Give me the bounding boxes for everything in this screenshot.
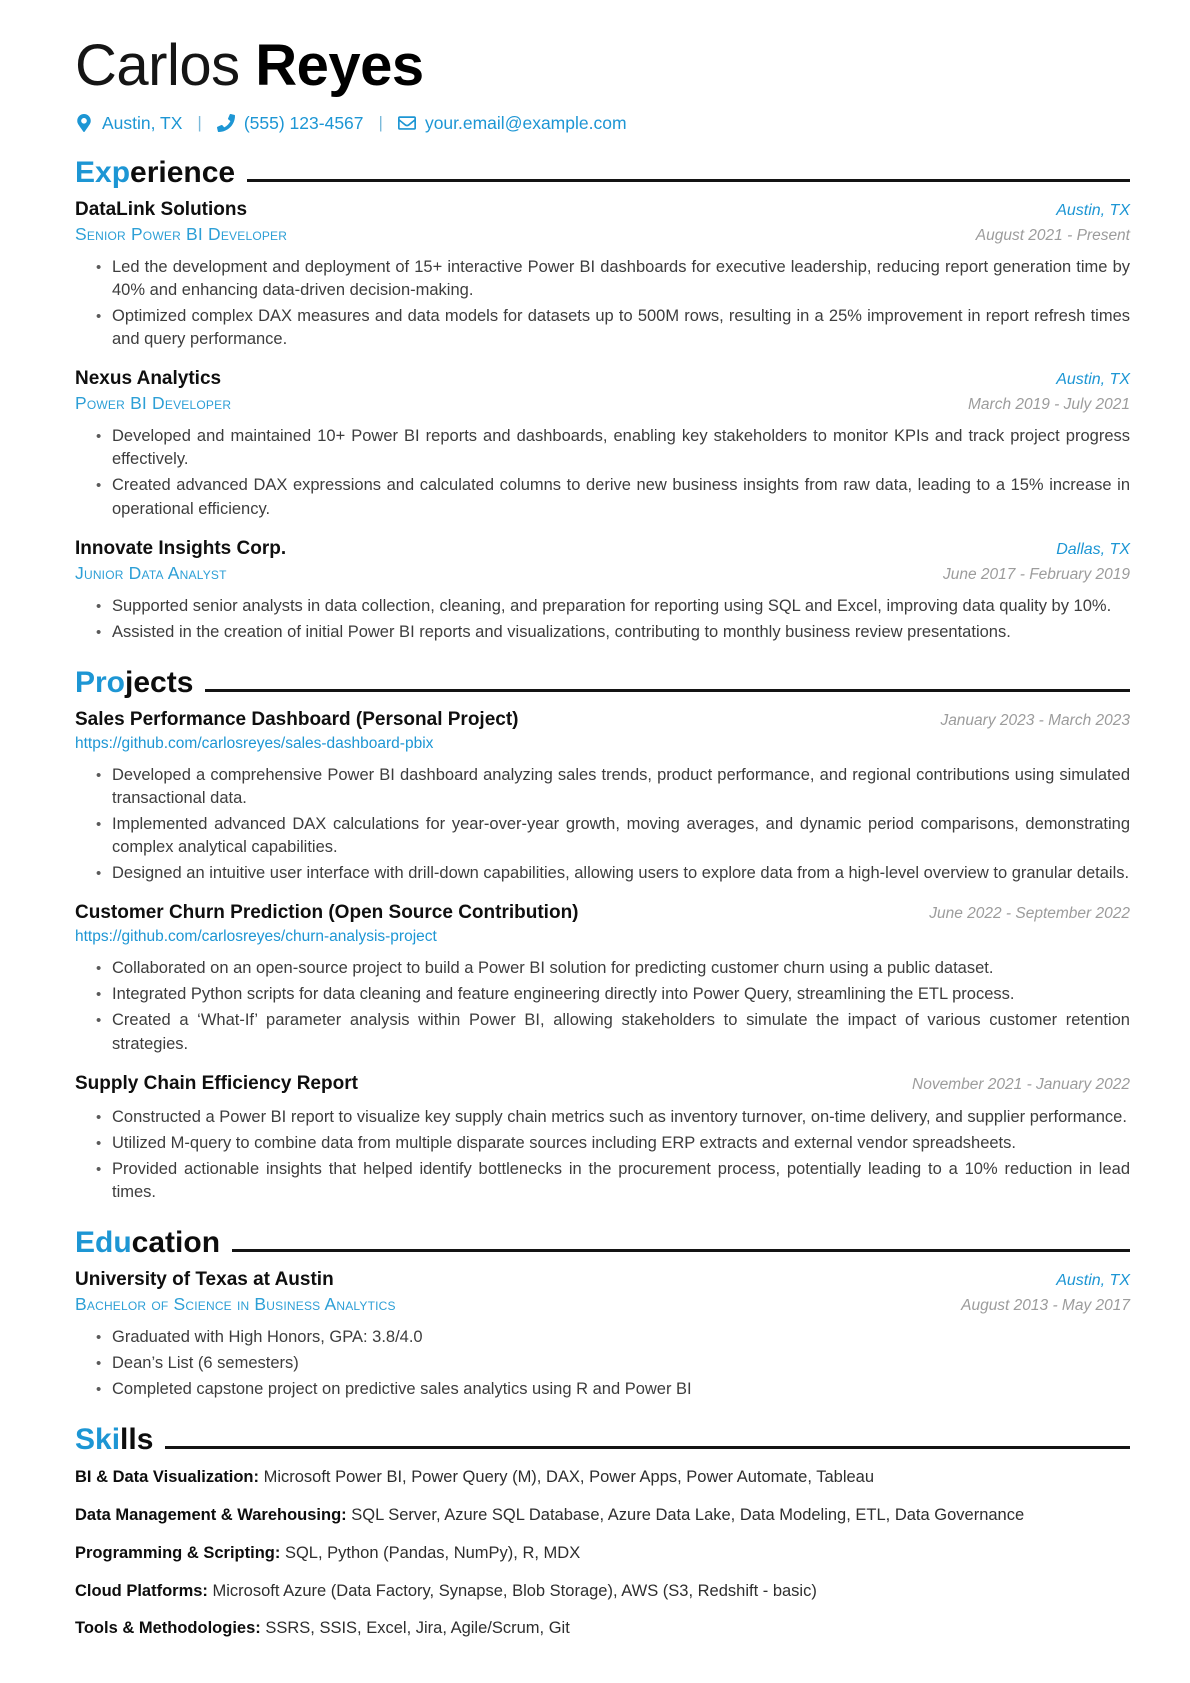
section-rule (165, 1446, 1130, 1449)
skill-line (75, 1466, 1130, 1488)
bullet-item: • Completed capstone project on predictive sales analytics using R and Power BI (75, 1378, 1130, 1401)
education-entry (75, 1269, 1130, 1401)
experience-entry (75, 368, 1130, 520)
contact-email-text: your.email@example.com (424, 112, 627, 133)
project-entry (75, 902, 1130, 1055)
skill-list: SSRS, SSIS, Excel, Jira, Agile/Scrum, Git (265, 1619, 570, 1638)
section-rule (232, 1249, 1130, 1252)
first-name: Carlos (75, 33, 240, 98)
skill-line (75, 1580, 1130, 1602)
section-heading-experience (75, 156, 1130, 189)
contact-separator: | (378, 113, 383, 133)
bullet-item: • Assisted in the creation of initial Power BI reports and visualizations, contributing to monthly business review presentations. (75, 621, 1130, 644)
job-title: Senior Power BI Developer (75, 223, 288, 244)
bullet-item: • Designed an intuitive user interface with drill-down capabilities, allowing users to explore data from a high-level overview to granular details. (75, 862, 1130, 885)
section-heading-highlight: Ski (75, 1423, 121, 1457)
section-heading-rest: jects (125, 665, 194, 699)
contact-phone-text: (555) 123-4567 (243, 112, 364, 133)
bullet-item: • Optimized complex DAX measures and data models for datasets up to 500M rows, resulting in a 25% improvement in report refresh times and query performance. (75, 305, 1130, 351)
section-heading-highlight: Pro (75, 665, 126, 699)
bullet-item: • Developed a comprehensive Power BI dashboard analyzing sales trends, product performance, and regional contributions using simulated transactional data. (75, 764, 1130, 810)
section-rule (247, 179, 1130, 182)
job-dates: March 2019 - July 2021 (968, 396, 1130, 414)
skill-category: Programming & Scripting: (75, 1543, 281, 1562)
bullet-item: • Utilized M-query to combine data from multiple disparate sources including ERP extracts and external vendor spreadsheets. (75, 1132, 1130, 1155)
bullet-item: • Dean’s List (6 semesters) (75, 1352, 1130, 1375)
education-dates: August 2013 - May 2017 (961, 1297, 1130, 1315)
bullet-item: • Led the development and deployment of 15+ interactive Power BI dashboards for executive leadership, reducing report generation time by 40% and enhancing data-driven decision-making. (75, 256, 1130, 302)
skill-list: SQL Server, Azure SQL Database, Azure Data Lake, Data Modeling, ETL, Data Governance (351, 1506, 1025, 1525)
company-name: Innovate Insights Corp. (75, 537, 287, 559)
skill-category: Cloud Platforms: (75, 1581, 208, 1600)
bullet-item: • Implemented advanced DAX calculations for year-over-year growth, moving averages, and dynamic period comparisons, demonstrating complex analytical capabilities. (75, 813, 1130, 859)
skill-list: Microsoft Azure (Data Factory, Synapse, Blob Storage), AWS (S3, Redshift - basic) (212, 1581, 817, 1600)
contact-bar (75, 113, 1130, 134)
location-pin-icon (75, 114, 93, 132)
skill-category: Tools & Methodologies: (75, 1619, 261, 1638)
skill-category: BI & Data Visualization: (75, 1468, 259, 1487)
project-name: Customer Churn Prediction (Open Source Contribution) (75, 902, 579, 924)
phone-icon (217, 114, 235, 132)
section-rule (205, 689, 1130, 692)
bullet-item: • Constructed a Power BI report to visualize key supply chain metrics such as inventory turnover, on-time delivery, and supplier performance. (75, 1106, 1130, 1129)
company-name: Nexus Analytics (75, 368, 222, 390)
project-dates: June 2022 - September 2022 (929, 905, 1130, 923)
section-heading-education (75, 1226, 1130, 1259)
project-entry (75, 709, 1130, 885)
contact-separator: | (197, 113, 202, 133)
skill-list: SQL, Python (Pandas, NumPy), R, MDX (284, 1543, 581, 1562)
contact-location (75, 113, 182, 134)
project-link[interactable]: https://github.com/carlosreyes/churn-analysis-project (75, 928, 437, 946)
company-name: DataLink Solutions (75, 198, 248, 220)
skill-category: Data Management & Warehousing: (75, 1506, 347, 1525)
bullet-item: • Supported senior analysts in data collection, cleaning, and preparation for reporting using SQL and Excel, improving data quality by 10%. (75, 595, 1130, 618)
skill-list: Microsoft Power BI, Power Query (M), DAX, Power Apps, Power Automate, Tableau (263, 1468, 875, 1487)
section-heading-rest: erience (130, 155, 236, 189)
bullet-list (75, 1106, 1130, 1204)
bullet-item: • Collaborated on an open-source project to build a Power BI solution for predicting customer churn using a public dataset. (75, 957, 1130, 980)
bullet-item: • Developed and maintained 10+ Power BI reports and dashboards, enabling key stakeholders to monitor KPIs and track project progress effectively. (75, 425, 1130, 471)
bullet-list (75, 256, 1130, 351)
bullet-list (75, 957, 1130, 1055)
person-name (75, 33, 1130, 98)
bullet-item: • Created a ‘What-If’ parameter analysis within Power BI, allowing stakeholders to simulate the impact of various customer retention strategies. (75, 1009, 1130, 1055)
project-entry (75, 1073, 1130, 1204)
skill-line (75, 1504, 1130, 1526)
degree-title: Bachelor of Science in Business Analytics (75, 1294, 396, 1315)
school-location: Austin, TX (1056, 1272, 1130, 1290)
envelope-icon (398, 114, 416, 132)
skill-line (75, 1542, 1130, 1564)
job-location: Dallas, TX (1056, 540, 1130, 558)
experience-entry (75, 199, 1130, 351)
project-dates: January 2023 - March 2023 (940, 711, 1130, 729)
section-heading-highlight: Exp (75, 155, 131, 189)
project-name: Sales Performance Dashboard (Personal Project) (75, 708, 519, 730)
bullet-list (75, 1326, 1130, 1401)
section-heading-skills (75, 1423, 1130, 1456)
contact-email[interactable] (398, 113, 627, 134)
school-name: University of Texas at Austin (75, 1269, 334, 1291)
section-heading-projects (75, 666, 1130, 699)
bullet-list (75, 764, 1130, 885)
job-dates: June 2017 - February 2019 (943, 565, 1130, 583)
job-location: Austin, TX (1056, 201, 1130, 219)
bullet-item: • Integrated Python scripts for data cleaning and feature engineering directly into Power Query, streamlining the ETL process. (75, 983, 1130, 1006)
project-dates: November 2021 - January 2022 (912, 1075, 1130, 1093)
job-title: Junior Data Analyst (75, 562, 227, 583)
bullet-list (75, 595, 1130, 644)
job-location: Austin, TX (1056, 371, 1130, 389)
section-heading-rest: cation (131, 1226, 221, 1260)
last-name: Reyes (255, 33, 424, 98)
contact-location-text: Austin, TX (102, 112, 183, 133)
contact-phone[interactable] (217, 113, 364, 134)
bullet-item: • Provided actionable insights that helped identify bottlenecks in the procurement process, potentially leading to a 10% reduction in lead times. (75, 1158, 1130, 1204)
bullet-list (75, 425, 1130, 520)
job-title: Power BI Developer (75, 393, 232, 414)
bullet-item: • Graduated with High Honors, GPA: 3.8/4.0 (75, 1326, 1130, 1349)
bullet-item: • Created advanced DAX expressions and calculated columns to derive new business insights from raw data, leading to a 15% increase in operational efficiency. (75, 474, 1130, 520)
experience-entry (75, 538, 1130, 644)
project-name: Supply Chain Efficiency Report (75, 1072, 358, 1094)
skill-line (75, 1617, 1130, 1639)
project-link[interactable]: https://github.com/carlosreyes/sales-dashboard-pbix (75, 734, 434, 752)
job-dates: August 2021 - Present (975, 226, 1130, 244)
section-heading-highlight: Edu (75, 1226, 132, 1260)
section-heading-rest: lls (120, 1423, 154, 1457)
